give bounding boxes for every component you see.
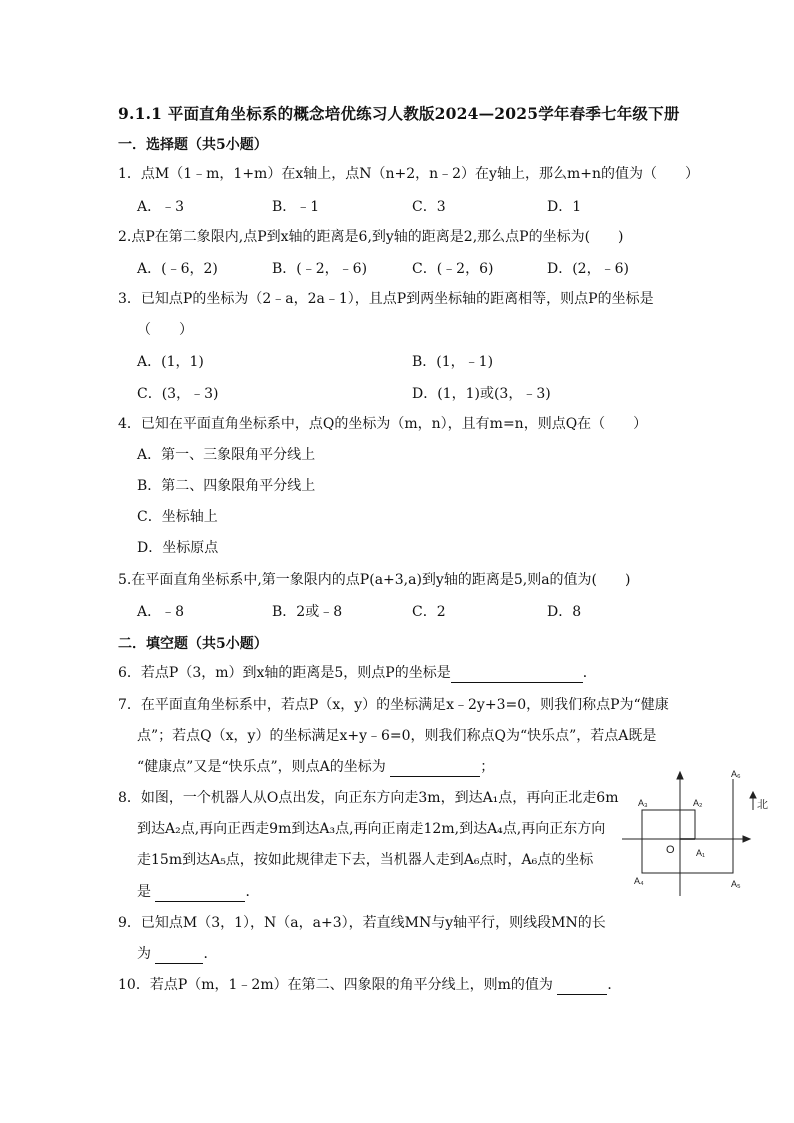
question-5-options <box>137 601 697 621</box>
question-8-line1: 8．如图，一个机器人从O点出发，向正东方向走3m，到达A₁点，再向正北走6m <box>118 790 619 806</box>
option-b: B．(﹣2，﹣6) <box>272 261 368 277</box>
north-label: 北 <box>757 798 768 811</box>
robot-path-diagram <box>622 766 778 898</box>
question-8-line4 <box>137 882 259 902</box>
answer-blank <box>155 949 203 964</box>
point-label-a6: A₆ <box>731 769 741 779</box>
robot-path <box>642 779 733 873</box>
question-8-text: 是 <box>137 884 151 900</box>
option-a: A．﹣8 <box>137 604 185 620</box>
question-8-line2: 到达A₂点,再向正西走9m到达A₃点,再向正南走12m,到达A₄点,再向正东方向 <box>137 821 606 837</box>
page-title: 9.1.1 平面直角坐标系的概念培优练习人教版2024—2025学年春季七年级下册 <box>118 104 680 123</box>
question-7-line3 <box>137 757 494 777</box>
option-c: C．2 <box>412 604 446 620</box>
option-b: B．第二、四象限角平分线上 <box>137 478 316 494</box>
option-a: A．第一、三象限角平分线上 <box>137 447 316 463</box>
option-d: D．(1，1)或(3，﹣3) <box>412 386 551 402</box>
point-label-a2: A₂ <box>693 798 703 808</box>
option-a: A．(1，1) <box>137 354 204 370</box>
question-1-stem: 1．点M（1﹣m，1+m）在x轴上，点N（n+2，n﹣2）在y轴上，那么m+n的值为（ ） <box>118 166 699 182</box>
option-a: A．﹣3 <box>137 199 185 215</box>
point-label-a1: A₁ <box>696 848 706 858</box>
question-9-text: 为 <box>137 946 151 962</box>
question-7-line1: 7．在平面直角坐标系中，若点P（x，y）的坐标满足x﹣2y+3=0，则我们称点P为“健康 <box>118 697 669 713</box>
x-axis-arrow <box>743 836 750 842</box>
section-fill-in: 二．填空题（共5小题） <box>118 636 268 652</box>
option-c: C．坐标轴上 <box>137 509 218 525</box>
point-label-a5: A₅ <box>731 879 741 889</box>
north-arrow-icon <box>750 792 756 798</box>
question-8-end: ． <box>245 884 260 900</box>
option-c: C．3 <box>412 199 446 215</box>
option-a: A．(﹣6，2) <box>137 261 218 277</box>
question-4-stem: 4．已知在平面直角坐标系中，点Q的坐标为（m，n），且有m=n，则点Q在（ ） <box>118 416 648 432</box>
question-6-end: ． <box>582 665 597 681</box>
question-7-text: “健康点”又是“快乐点”，则点A的坐标为 <box>137 759 386 775</box>
y-axis-arrow <box>677 772 683 779</box>
question-5-stem: 5.在平面直角坐标系中,第一象限内的点P(a+3,a)到y轴的距离是5,则a的值为( ) <box>118 572 631 588</box>
option-d: D．1 <box>547 199 582 215</box>
question-7-line2: 点”；若点Q（x，y）的坐标满足x+y﹣6=0，则我们称点Q为“快乐点”，若点A既是 <box>137 728 657 744</box>
option-d: D．(2，﹣6) <box>547 261 629 277</box>
question-10-end: ． <box>607 977 622 993</box>
answer-blank <box>557 980 607 995</box>
question-3-stem: 3．已知点P的坐标为（2﹣a，2a﹣1），且点P到两坐标轴的距离相等，则点P的坐标是 <box>118 291 654 307</box>
option-b: B．﹣1 <box>272 199 320 215</box>
question-9-end: ． <box>203 946 218 962</box>
question-2-options <box>137 258 697 278</box>
option-c: C．(﹣2，6) <box>412 261 494 277</box>
question-3-options-row1 <box>137 351 697 371</box>
question-8-line3: 走15m到达A₅点，按如此规律走下去，当机器人走到A₆点时，A₆点的坐标 <box>137 852 594 868</box>
question-2-stem: 2.点P在第二象限内,点P到x轴的距离是6,到y轴的距离是2,那么点P的坐标为( ) <box>118 229 624 245</box>
option-d: D．8 <box>547 604 582 620</box>
option-c: C．(3，﹣3) <box>137 386 219 402</box>
question-10 <box>118 975 621 995</box>
question-9-line2 <box>137 944 217 964</box>
question-1-options <box>137 196 697 216</box>
origin-label: O <box>666 844 675 856</box>
option-b: B．(1，﹣1) <box>412 354 494 370</box>
answer-blank <box>451 668 583 683</box>
question-10-text: 10．若点P（m，1﹣2m）在第二、四象限的角平分线上，则m的值为 <box>118 977 553 993</box>
section-multiple-choice: 一．选择题（共5小题） <box>118 137 268 153</box>
point-label-a4: A₄ <box>634 876 644 886</box>
question-9-line1: 9．已知点M（3，1），N（a，a+3），若直线MN与y轴平行，则线段MN的长 <box>118 915 606 931</box>
question-7-end: ； <box>480 759 495 775</box>
question-6-text: 6．若点P（3，m）到x轴的距离是5，则点P的坐标是 <box>118 665 451 681</box>
question-6 <box>118 663 597 683</box>
option-d: D．坐标原点 <box>137 540 219 556</box>
answer-blank <box>155 887 245 902</box>
question-3-answer-brackets: （ ） <box>137 322 193 338</box>
question-3-options-row2 <box>137 383 697 403</box>
point-label-a3: A₃ <box>638 798 648 808</box>
option-b: B．2或﹣8 <box>272 604 343 620</box>
answer-blank <box>390 762 480 777</box>
